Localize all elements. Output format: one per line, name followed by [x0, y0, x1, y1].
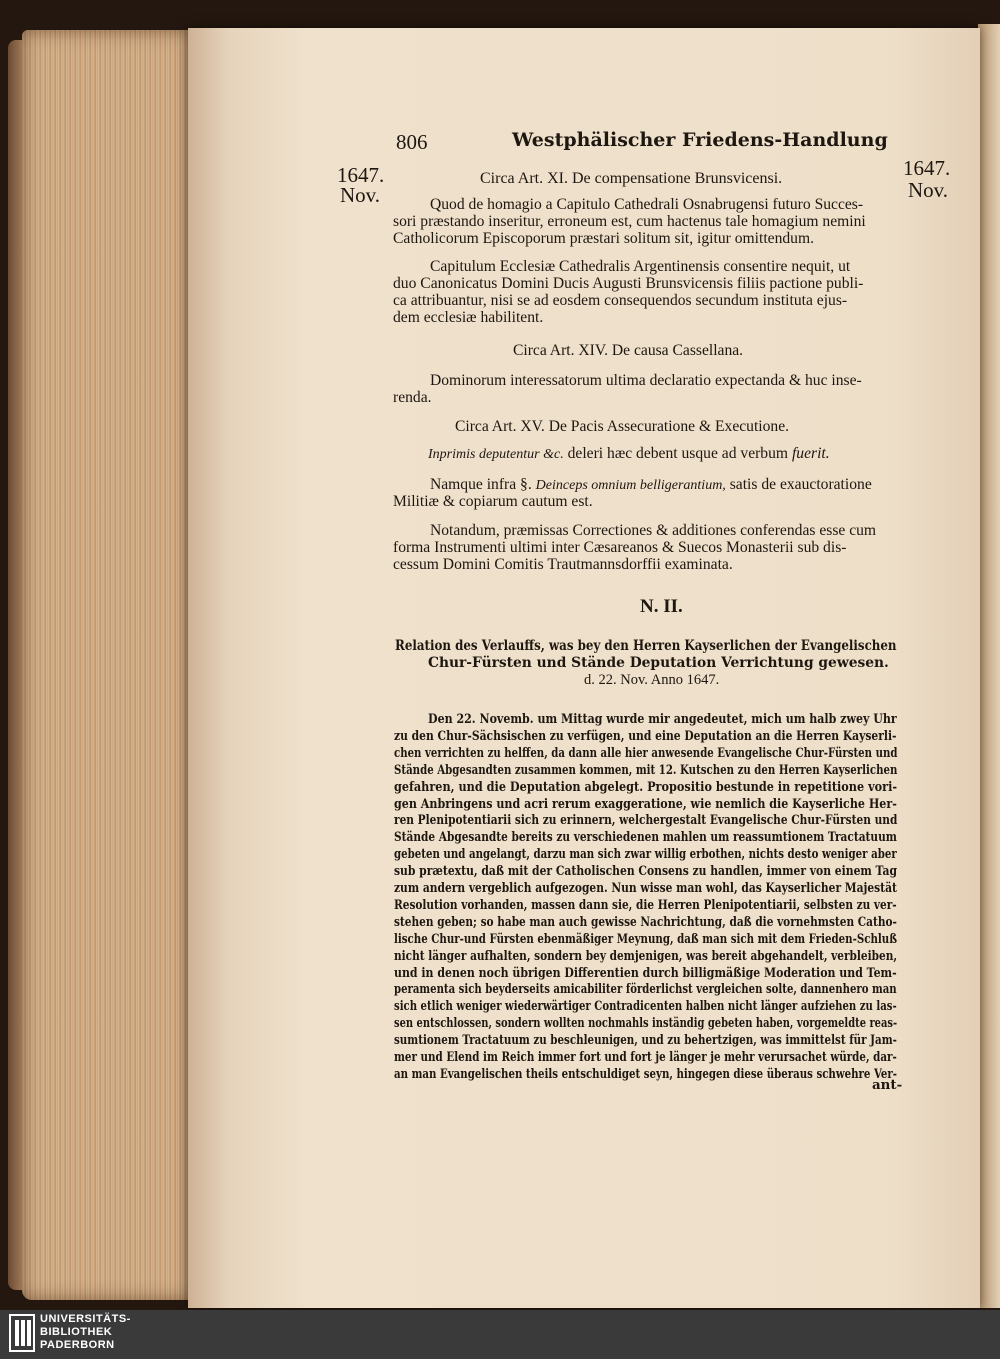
para2-line1: Capitulum Ecclesiæ Cathedralis Argentinensis consentire nequit, ut	[430, 258, 851, 275]
german-text-line: an man Evangelischen theils entschuldiget seyn, hingegen diese überaus schwehre Ver-	[394, 1065, 898, 1082]
relation-date: d. 22. Nov. Anno 1647.	[584, 672, 720, 688]
library-name-line1: UNIVERSITÄTS-	[40, 1313, 131, 1325]
heading-art-11: Circa Art. XI. De compensatione Brunsvicensi.	[480, 170, 783, 187]
german-text-line: und in denen noch übrigen Differentien durch billigmäßige Moderation und Tem-	[394, 964, 897, 981]
para4-italic-end: fuerit.	[791, 445, 830, 462]
para3-line2: renda.	[393, 389, 432, 406]
heading-art-14: Circa Art. XIV. De causa Cassellana.	[513, 342, 744, 359]
german-text-line: stehen geben; so habe man auch gewisse Nachrichtung, daß die vornehmsten Catho-	[394, 913, 897, 930]
para6-line2: forma Instrumenti ultimi inter Cæsareanos & Suecos Monasterii sub dis-	[393, 539, 847, 556]
relation-title-line2: Chur-Fürsten und Stände Deputation Verrichtung gewesen.	[428, 655, 889, 671]
german-text-line: chen verrichten zu helffen, da dann alle hier anwesende Evangelische Chur-Fürsten und	[394, 744, 898, 761]
para6-line3: cessum Domini Comitis Trautmannsdorffii examinata.	[393, 556, 733, 573]
german-text-line: Stände Abgesandten zusammen kommen, mit 12. Kutschen zu den Herren Kayserlichen	[394, 761, 898, 778]
library-logo-icon	[8, 1313, 36, 1353]
para5-italic: Deinceps omnium belligerantium,	[535, 478, 726, 493]
german-text-line: gen Anbringens und acri rerum exaggeratione, wie nemlich die Kayserliche Her-	[394, 795, 897, 812]
german-text-line: zu den Chur-Sächsischen zu verfügen, und eine Deputation an die Herren Kayserli-	[394, 727, 897, 744]
library-footer-bar	[0, 1310, 1000, 1359]
german-text-line: sich etlich weniger wiederwärtiger Contradicenten halben nicht länger aufziehen zu las-	[394, 998, 897, 1015]
para1-line1: Quod de homagio a Capitulo Cathedrali Osnabrugensi futuro Succes-	[430, 196, 864, 213]
german-text-line: lische Chur-und Fürsten ebenmäßiger Meynung, daß man sich mit dem Frieden-Schluß	[394, 930, 897, 947]
german-text-line: sen entschlossen, sondern wollten nochmahls inständig gebeten haben, vorgemeldte reas-	[394, 1015, 898, 1032]
para4-rest: deleri hæc debent usque ad verbum	[567, 445, 789, 462]
book-page-edges	[22, 30, 192, 1300]
german-text-line: peramenta sich beyderseits amicabiliter förderlichst vergleichen solte, dannenhero man	[394, 981, 897, 998]
running-title: Westphälischer Friedens-Handlung	[512, 129, 888, 151]
catchword: ant-	[872, 1077, 903, 1093]
para1-line3: Catholicorum Episcoporum præstari solitum sit, igitur omittendum.	[393, 230, 815, 247]
margin-month-left: Nov.	[340, 183, 381, 207]
margin-year-right: 1647.	[903, 156, 951, 180]
para2-line4: dem ecclesiæ habilitent.	[393, 309, 544, 326]
para4-italic: Inprimis deputentur &c.	[428, 447, 564, 462]
para2-line3: ca attribuantur, nisi se ad eosdem consequendos secundum instituta ejus-	[393, 292, 848, 309]
german-text-line: zum andern vergeblich aufgezogen. Nun wisse man wohl, das Kayserlicher Majestät	[394, 880, 897, 896]
margin-month-right: Nov.	[908, 178, 949, 202]
german-text-line: gebeten und angelangt, darzu man sich zwar willig erbothen, nichts desto weniger aber	[394, 846, 897, 863]
page-number: 806	[396, 130, 428, 154]
german-text-line: gefahren, und die Deputation abgelegt. Propositio bestunde in repetitione vori-	[394, 778, 898, 795]
facing-page-edge	[978, 24, 1000, 1308]
para6-line1: Notandum, præmissas Correctiones & additiones conferendas esse cum	[430, 522, 877, 539]
margin-year-left: 1647.	[337, 163, 385, 187]
para4-line	[428, 445, 830, 463]
section-number: N. II.	[640, 596, 683, 617]
para5-line2: Militiæ & copiarum cautum est.	[393, 493, 593, 510]
german-text-line: Stände Abgesandte bereits zu verschiedenen mahlen um reassumtionem Tractatuum	[394, 829, 897, 846]
german-text-line: Den 22. Novemb. um Mittag wurde mir angedeutet, mich um halb zwey Uhr	[428, 711, 897, 727]
para2-line2: duo Canonicatus Domini Ducis Augusti Brunsvicensis filiis pactione publi-	[393, 275, 864, 292]
para5-line1	[430, 476, 872, 494]
heading-art-15: Circa Art. XV. De Pacis Assecuratione & Executione.	[455, 418, 790, 435]
para5-end: satis de exauctoratione	[729, 476, 872, 493]
para1-line2: sori præstando inseritur, erroneum est, cum hactenus tale homagium nemini	[393, 213, 866, 230]
para3-line1: Dominorum interessatorum ultima declaratio expectanda & huc inse-	[430, 372, 862, 389]
para5-start: Namque infra §.	[430, 476, 532, 493]
library-name-line2: BIBLIOTHEK	[40, 1326, 113, 1338]
german-text-line: sub prætextu, daß mit der Catholischen Consens zu handlen, immer von einem Tag	[394, 863, 898, 880]
german-text-line: nicht länger aufhalten, sondern bey demjenigen, was bereit abgehandelt, verbleiben,	[394, 947, 898, 964]
library-name-line3: PADERBORN	[40, 1339, 115, 1351]
german-text-line: Resolution vorhanden, massen dann sie, die Herren Plenipotentiarii, selbsten zu ver-	[394, 896, 897, 913]
german-text-line: sumtionem Tractatuum zu beschleunigen, und zu behertzigen, was immittelst für Jam-	[394, 1032, 897, 1049]
german-text-line: ren Plenipotentiarii sich zu erinnern, welchergestalt Evangelische Chur-Fürsten und	[394, 812, 898, 829]
relation-title-line1: Relation des Verlauffs, was bey den Herren Kayserlichen der Evangelischen	[395, 638, 897, 654]
german-text-line: mer und Elend im Reich immer fort und fort je länger je mehr verursachet würde, dar-	[394, 1049, 897, 1065]
